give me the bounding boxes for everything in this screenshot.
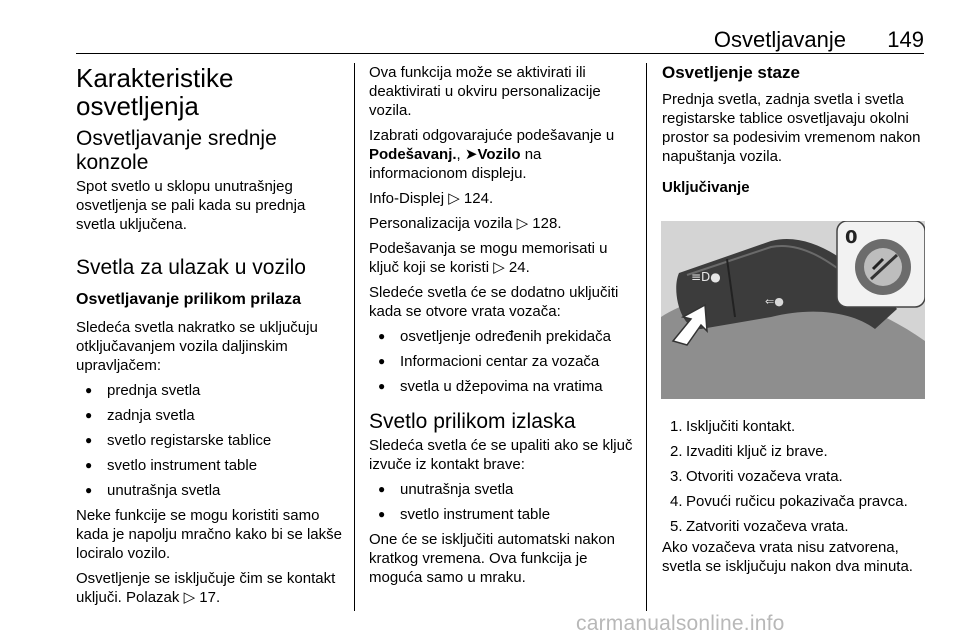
step-text: Zatvoriti vozačeva vrata.	[686, 518, 849, 535]
paragraph: Neke funkcije se mogu koristiti samo kada je napolju mračno kako bi se lakše lociralo vozilo.	[76, 507, 342, 562]
ref-text: Podešavanja se mogu memorisati u ključ koji se koristi	[369, 240, 608, 276]
column-2	[369, 63, 637, 593]
section-title: Svetla za ulazak u vozilo	[76, 256, 306, 279]
page-ref-number[interactable]: 17.	[199, 589, 221, 606]
menu-arrow-icon: ➤	[464, 146, 478, 163]
list-item: ● unutrašnja svetla	[369, 480, 637, 499]
list-item: ● zadnja svetla	[76, 406, 344, 425]
step-text: Otvoriti vozačeva vrata.	[686, 468, 843, 485]
column-divider	[354, 63, 355, 611]
ref-text: Personalizacija vozila	[369, 215, 513, 232]
paragraph-text: na informacionom displeju.	[369, 146, 542, 182]
cross-reference	[369, 214, 637, 233]
list-item: ● svetlo instrument table	[76, 456, 344, 475]
paragraph: Ova funkcija može se aktivirati ili deaktivirati u okviru personalizacije vozila.	[369, 64, 601, 119]
page-header	[76, 27, 924, 54]
menu-item-vehicle: Vozilo	[477, 146, 521, 163]
paragraph: Spot svetlo u sklopu unutrašnjeg osvetljenja se pali kada su prednja svetla uključena.	[76, 178, 306, 233]
cross-reference	[369, 189, 637, 208]
paragraph	[76, 569, 344, 607]
list-item: ● unutrašnja svetla	[76, 481, 344, 500]
separator: ,	[456, 146, 461, 163]
running-title: Osvetljavanje	[713, 27, 846, 52]
page-ref-icon[interactable]: ▷	[448, 190, 460, 207]
figure-label: 0	[845, 227, 858, 248]
subsection-title: Uključivanje	[662, 179, 750, 196]
list-item: ● Informacioni centar za vozača	[369, 352, 637, 371]
page-ref-icon[interactable]: ▷	[493, 259, 505, 276]
step-text: Povući ručicu pokazivača pravca.	[686, 493, 908, 510]
subsection-title: Osvetljavanje prilikom prilaza	[76, 291, 301, 308]
bullet-list	[369, 327, 637, 396]
step-item	[662, 442, 926, 461]
step-number: 4.	[670, 493, 683, 510]
chapter-heading: Karakteristike osvetljenja	[76, 63, 234, 121]
menu-item-settings: Podešavanj.	[369, 146, 457, 163]
step-text: Isključiti kontakt.	[686, 418, 796, 435]
step-number: 3.	[670, 468, 683, 485]
bullet-list	[369, 480, 637, 524]
paragraph	[369, 126, 637, 183]
ref-text: Info-Displej	[369, 190, 445, 207]
step-number: 2.	[670, 443, 683, 460]
page-ref-number[interactable]: 128.	[532, 215, 562, 232]
section-title: Osvetljenje staze	[662, 63, 800, 82]
page-ref-number[interactable]: 24.	[508, 259, 530, 276]
paragraph-text: Osvetljenje se isključuje čim se kontakt uključi. Polazak	[76, 570, 336, 606]
column-3	[662, 63, 926, 582]
svg-text:≡D●: ≡D●	[691, 270, 721, 284]
step-item	[662, 467, 926, 486]
page-number: 149	[887, 27, 924, 52]
page-ref-icon[interactable]: ▷	[516, 215, 529, 232]
page-ref-number[interactable]: 124.	[463, 190, 494, 207]
bullet-list	[76, 381, 344, 500]
paragraph: Ako vozačeva vrata nisu zatvorena, svetla se isključuju nakon dva minuta.	[662, 539, 913, 575]
list-item: ● svetlo registarske tablice	[76, 431, 344, 450]
page-ref-icon[interactable]: ▷	[183, 589, 196, 606]
step-number: 5.	[670, 518, 683, 535]
svg-text:⇐●: ⇐●	[765, 295, 784, 308]
cross-reference	[369, 239, 637, 277]
turn-signal-lever-illustration	[661, 221, 925, 399]
paragraph: Sledeća svetla nakratko se uključuju otključavanjem vozila daljinskim upravljačem:	[76, 319, 318, 374]
paragraph: One će se isključiti automatski nakon kratkog vremena. Ova funkcija je moguća samo u mraku.	[369, 531, 615, 586]
step-item	[662, 417, 926, 436]
step-number: 1.	[670, 418, 683, 435]
paragraph: Prednja svetla, zadnja svetla i svetla registarske tablice osvetljavaju okolni prostor sa podesivim vremenom nakon napuštanja vozila.	[662, 91, 921, 165]
step-item	[662, 517, 926, 536]
column-divider	[646, 63, 647, 611]
watermark: carmanualsonline.info	[576, 612, 785, 635]
section-title: Svetlo prilikom izlaska	[369, 410, 576, 433]
list-item: ● svetlo instrument table	[369, 505, 637, 524]
list-item: ● prednja svetla	[76, 381, 344, 400]
paragraph: Sledeća svetla će se upaliti ako se ključ izvuče iz kontakt brave:	[369, 437, 633, 473]
step-item	[662, 492, 926, 511]
paragraph: Sledeće svetla će se dodatno uključiti kada se otvore vrata vozača:	[369, 284, 619, 320]
list-item: ● osvetljenje određenih prekidača	[369, 327, 637, 346]
column-1	[76, 63, 344, 613]
step-list	[662, 417, 926, 536]
section-title: Osvetljavanje srednje konzole	[76, 127, 277, 174]
paragraph-text: Izabrati odgovarajuće podešavanje u	[369, 127, 615, 144]
step-text: Izvaditi ključ iz brave.	[686, 443, 828, 460]
list-item: ● svetla u džepovima na vratima	[369, 377, 637, 396]
